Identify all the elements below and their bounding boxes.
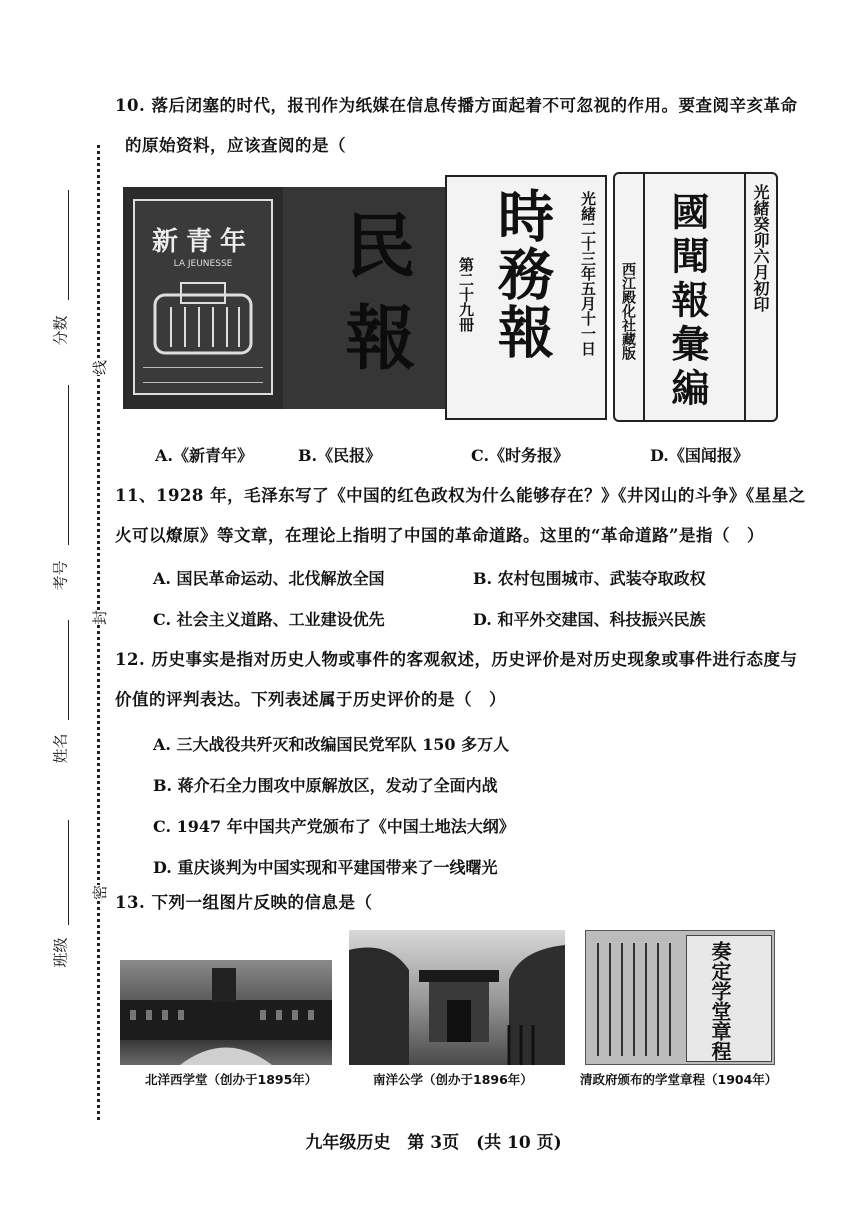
- xinqingnian-title: 新青年: [151, 227, 254, 257]
- regulations-book-title: 奏定学堂章程: [708, 941, 732, 1061]
- regulations-page-icon: [586, 931, 686, 1065]
- q12-option-b[interactable]: B. 蒋介石全力围攻中原解放区，发动了全面内战: [153, 776, 498, 795]
- xinqingnian-building-icon: [151, 277, 255, 357]
- q12-line1: 12. 历史事实是指对历史人物或事件的客观叙述，历史评价是对历史现象或事件进行态度与: [115, 650, 798, 669]
- seal-seal-char: 封: [87, 610, 112, 625]
- guowen-publisher: 西江殿化社藏版: [620, 262, 636, 360]
- nanyang-gate-icon: [349, 930, 565, 1065]
- q12-line2: 价值的评判表达。下列表述属于历史评价的是（ ）: [115, 690, 506, 709]
- shiwubao-date: 光緒二十三年五月十一日: [579, 191, 597, 356]
- q11-option-d[interactable]: D. 和平外交建国、科技振兴民族: [473, 610, 706, 629]
- regulations-caption: 清政府颁布的学堂章程（1904年）: [580, 1072, 778, 1087]
- beiyang-caption: 北洋西学堂（创办于1895年）: [145, 1072, 318, 1087]
- regulations-photo: [585, 930, 775, 1065]
- class-field: [40, 937, 80, 968]
- guowen-title: 國聞報彙編: [665, 192, 710, 412]
- name-label: 姓名: [51, 733, 70, 764]
- exam-number-field: [40, 560, 80, 591]
- shiwubao-issue: 第二十九冊: [457, 257, 475, 332]
- q11-line2: 火可以燎原》等文章，在理论上指明了中国的革命道路。这里的“革命道路”是指（ ）: [115, 526, 764, 545]
- guowen-date: 光緒癸卯六月初印: [751, 184, 770, 312]
- exam-number-label: 考号: [51, 560, 70, 591]
- shiwubao-image: [445, 175, 607, 420]
- score-label: 分数: [51, 315, 70, 346]
- name-field: [40, 733, 80, 764]
- minbao-image: [283, 187, 445, 409]
- q11-line1: 11、1928 年，毛泽东写了《中国的红色政权为什么能够存在？》《井冈山的斗争》《星星之: [115, 486, 806, 505]
- q11-option-a[interactable]: A. 国民革命运动、北伐解放全国: [153, 569, 385, 588]
- q10-option-c[interactable]: C.《时务报》: [471, 446, 570, 465]
- q10-option-b[interactable]: B.《民报》: [298, 446, 382, 465]
- binding-dotted-line: [97, 145, 100, 1120]
- beiyang-building-icon: [120, 960, 332, 1065]
- minbao-title: 民報: [334, 209, 417, 393]
- q12-option-a[interactable]: A. 三大战役共歼灭和改编国民党军队 150 多万人: [153, 735, 510, 754]
- q10-option-a[interactable]: A.《新青年》: [155, 446, 253, 465]
- nanyang-caption: 南洋公学（创办于1896年）: [373, 1072, 533, 1087]
- page-footer: 九年级历史 第 3页 (共 10 页): [305, 1133, 562, 1153]
- seal-secret-char: 密: [87, 885, 112, 900]
- guowen-image: [613, 172, 778, 422]
- beiyang-photo: [120, 960, 332, 1065]
- q11-option-c[interactable]: C. 社会主义道路、工业建设优先: [153, 610, 385, 629]
- seal-line-char: 线: [87, 360, 112, 375]
- q10-line1: 10. 落后闭塞的时代，报刊作为纸媒在信息传播方面起着不可忽视的作用。要查阅辛亥革命: [115, 96, 798, 115]
- shiwubao-title: 時務報: [489, 187, 555, 361]
- nanyang-photo: [349, 930, 565, 1065]
- q13-line1: 13. 下列一组图片反映的信息是（: [115, 893, 373, 912]
- q10-option-d[interactable]: D.《国闻报》: [650, 446, 749, 465]
- q12-option-d[interactable]: D. 重庆谈判为中国实现和平建国带来了一线曙光: [153, 858, 498, 877]
- class-label: 班级: [51, 937, 70, 968]
- q11-option-b[interactable]: B. 农村包围城市、武装夺取政权: [473, 569, 706, 588]
- xinqingnian-image: [123, 187, 283, 409]
- score-field: [40, 315, 80, 346]
- q10-line2: 的原始资料，应该查阅的是（: [125, 136, 346, 155]
- xinqingnian-subtitle: LA JEUNESSE: [173, 259, 233, 269]
- q12-option-c[interactable]: C. 1947 年中国共产党颁布了《中国土地法大纲》: [153, 817, 515, 836]
